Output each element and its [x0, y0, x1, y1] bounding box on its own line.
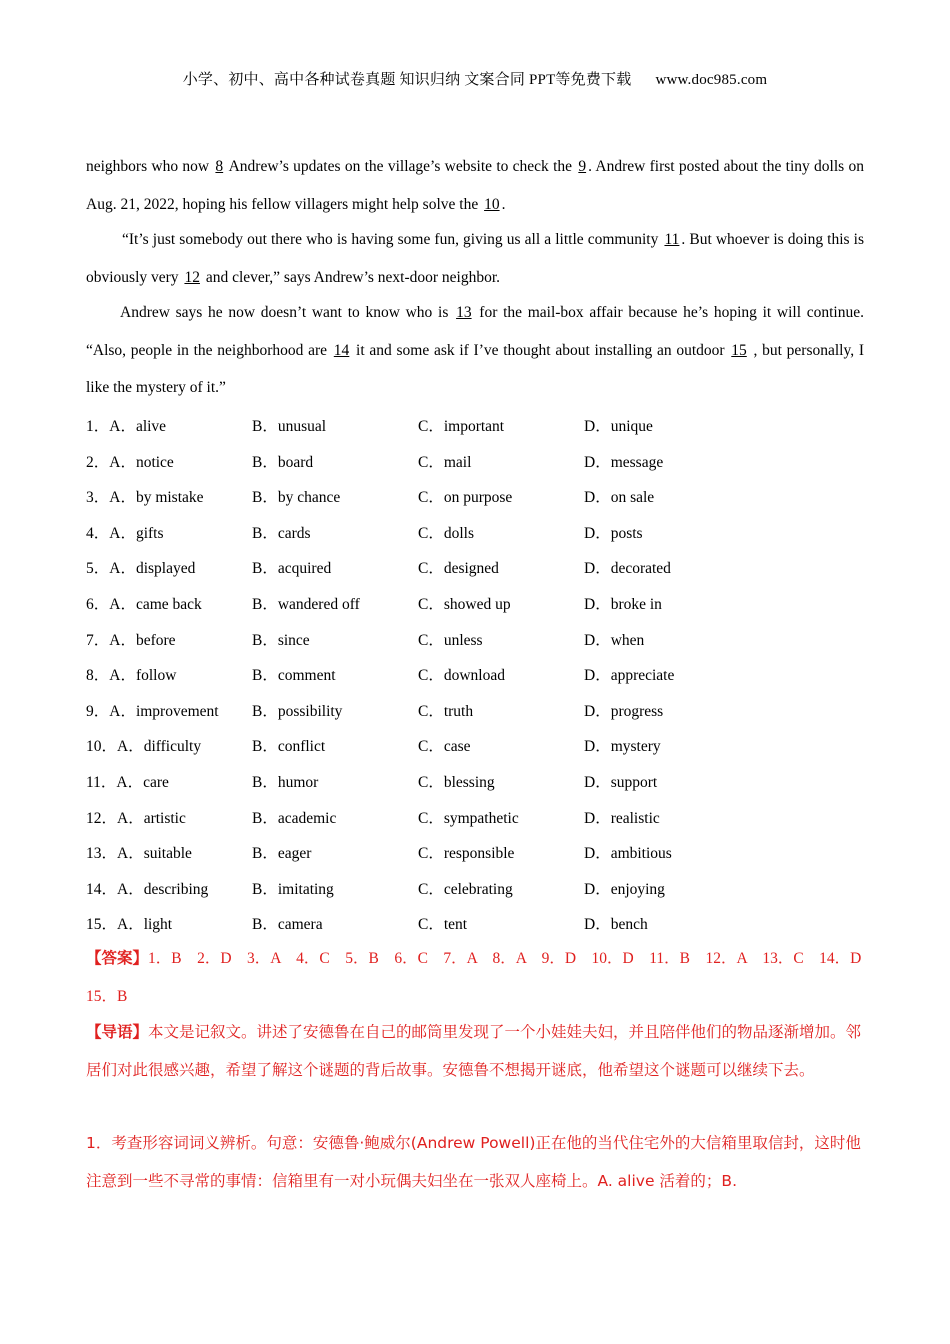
option-d: D．when	[584, 631, 645, 649]
blank-13: 13	[456, 304, 472, 321]
option-a: 9．A．improvement	[86, 702, 219, 720]
blank-9: 9	[578, 158, 587, 175]
option-d: D．message	[584, 453, 664, 471]
blank-8: 8	[215, 158, 224, 175]
option-c: C．important	[418, 418, 505, 435]
guide-text: 本文是记叙文。讲述了安德鲁在自己的邮筒里发现了一个小娃娃夫妇，并且陪伴他们的物品逐渐增加。邻居们对此很感兴趣，希望了解这个谜题的背后故事。安德鲁不想揭开谜底，他希望这个谜题可以继续下去。	[86, 1023, 862, 1079]
option-row	[86, 477, 876, 513]
option-a: 4．A．gifts	[86, 524, 164, 542]
option-b: B．possibility	[252, 702, 343, 720]
option-b: B．camera	[252, 916, 323, 934]
answer-block	[86, 940, 877, 1016]
option-row	[86, 798, 876, 834]
option-a: 13．A．suitable	[86, 845, 192, 863]
option-a: 8．A．follow	[86, 667, 177, 685]
option-a: 7．A．before	[86, 631, 176, 649]
option-d: D．decorated	[584, 560, 671, 578]
option-c: C．sympathetic	[418, 809, 519, 827]
option-b: B．acquired	[252, 560, 332, 578]
passage-paragraph-1: neighbors who now 8 Andrew’s updates on the village’s website to check the 9 . Andrew first posted about the tiny dolls on Aug. 21, 2022, hoping his fellow villagers might help solve the 10 .	[86, 158, 864, 213]
passage-paragraph-2: “It’s just somebody out there who is having some fun, giving us all a little community 11 . But whoever is doing this is obviously very 12 and clever,” says Andrew’s next-door neighbor.	[86, 231, 865, 286]
option-c: C．mail	[418, 453, 472, 471]
option-b: B．board	[252, 453, 314, 471]
option-b: B．since	[252, 631, 310, 649]
option-row	[86, 548, 876, 584]
option-d: D．appreciate	[584, 667, 675, 685]
option-a: 3．A．by mistake	[86, 489, 204, 507]
option-row	[86, 904, 876, 940]
option-d: D．ambitious	[584, 845, 672, 863]
header-site-link[interactable]: www.doc985.com	[655, 72, 768, 88]
option-a: 5．A．displayed	[86, 560, 196, 578]
option-b: B．eager	[252, 845, 312, 863]
option-a: 10．A．difficulty	[86, 738, 202, 756]
blank-15: 15	[731, 341, 747, 359]
option-row	[86, 442, 876, 478]
explanation-text: 1．考查形容词词义辨析。句意：安德鲁·鲍威尔(Andrew Powell)正在他的当代住宅外的大信箱里取信封，这时他注意到一些不寻常的事情：信箱里有一对小玩偶夫妇坐在一张双人座椅上。A. alive 活着的；B.	[86, 1134, 861, 1190]
option-b: B．imitating	[252, 880, 334, 898]
option-row	[86, 726, 876, 762]
option-c: C．on purpose	[418, 489, 513, 507]
option-d: D．realistic	[584, 809, 660, 827]
option-c: C．blessing	[418, 773, 495, 791]
option-d: D．bench	[584, 916, 648, 934]
page-header	[0, 68, 950, 89]
answer-label: 【答案】	[86, 950, 149, 967]
option-a: 12．A．artistic	[86, 809, 186, 827]
option-d: D．mystery	[584, 738, 661, 756]
option-c: C．dolls	[418, 524, 474, 542]
blank-12: 12	[184, 268, 200, 286]
option-c: C．designed	[418, 560, 499, 578]
blank-11: 11	[664, 231, 680, 248]
passage-paragraph-3: Andrew says he now doesn’t want to know who is 13 for the mail-box affair because he’s hoping it will continue. “Also, people in the neighborhood are 14 it and some ask if I’ve thought about installing an outdoor 15 , but personally, I like the mystery of it.”	[86, 304, 865, 396]
option-row	[86, 655, 876, 691]
option-c: C．celebrating	[418, 880, 513, 898]
option-b: B．academic	[252, 809, 337, 827]
option-d: D．support	[584, 773, 658, 791]
option-d: D．unique	[584, 418, 653, 435]
option-a: 15．A．light	[86, 916, 173, 934]
option-c: C．showed up	[418, 595, 511, 613]
option-d: D．enjoying	[584, 880, 665, 898]
option-c: C．tent	[418, 916, 468, 934]
option-b: B．by chance	[252, 489, 341, 507]
option-b: B．cards	[252, 524, 311, 542]
options-list	[86, 406, 876, 940]
option-row	[86, 869, 876, 905]
option-a: 6．A．came back	[86, 595, 202, 613]
option-c: C．responsible	[418, 845, 515, 863]
option-row	[86, 513, 876, 549]
option-c: C．download	[418, 667, 505, 685]
option-a: 1．A．alive	[86, 418, 167, 435]
option-row	[86, 620, 876, 656]
option-b: B．unusual	[252, 418, 327, 435]
option-c: C．unless	[418, 631, 483, 649]
explanation-block	[86, 1125, 866, 1200]
answer-text: 1．B 2．D 3．A 4．C 5．B 6．C 7．A 8．A 9．D 10．D 11．B 12．A 13．C 14．D 15．B	[86, 950, 877, 1005]
option-b: B．comment	[252, 667, 336, 685]
option-c: C．truth	[418, 702, 474, 720]
option-a: 14．A．describing	[86, 880, 209, 898]
blank-10: 10	[484, 195, 500, 213]
option-b: B．humor	[252, 773, 319, 791]
option-row	[86, 406, 876, 442]
guide-label: 【导语】	[86, 1023, 149, 1041]
blank-14: 14	[333, 341, 350, 359]
header-text: 小学、初中、高中各种试卷真题 知识归纳 文案合同 PPT等免费下载	[182, 72, 632, 88]
option-a: 2．A．notice	[86, 453, 174, 471]
option-d: D．progress	[584, 702, 664, 720]
option-row	[86, 691, 876, 727]
option-b: B．conflict	[252, 738, 326, 756]
option-d: D．on sale	[584, 489, 655, 507]
guide-block	[86, 1014, 866, 1089]
option-d: D．posts	[584, 524, 643, 542]
option-d: D．broke in	[584, 595, 662, 613]
option-row	[86, 584, 876, 620]
option-b: B．wandered off	[252, 595, 360, 613]
option-row	[86, 833, 876, 869]
option-row	[86, 762, 876, 798]
option-a: 11．A．care	[86, 773, 169, 791]
option-c: C．case	[418, 738, 471, 756]
